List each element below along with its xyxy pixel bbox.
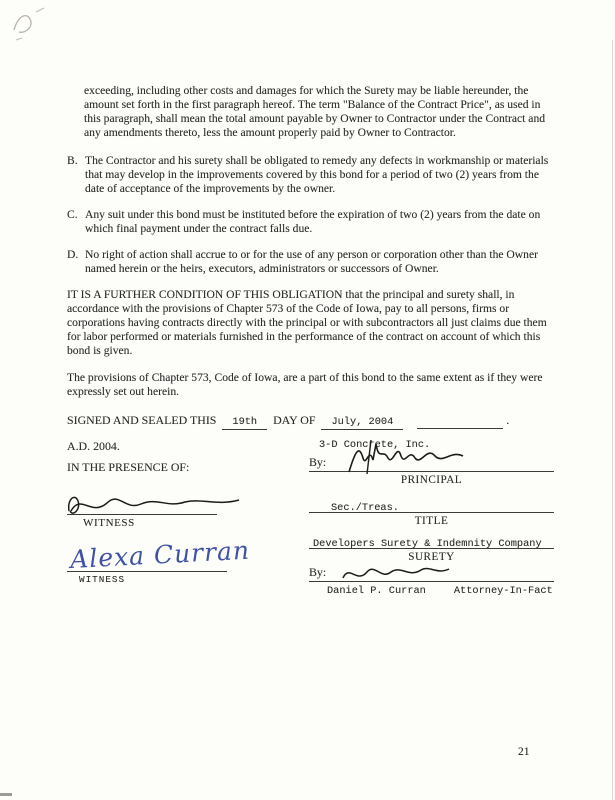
- paragraph-provisions: The provisions of Chapter 573, Code of Iowa, are a part of this bond to the same extent as if they were expressly set out herein.: [67, 371, 543, 398]
- witness-handwritten-signature: Alexa Curran: [69, 535, 251, 574]
- title-value: Sec./Treas.: [331, 502, 399, 514]
- title-label: TITLE: [414, 515, 449, 527]
- witness-signature-slot-2: [67, 535, 279, 585]
- scan-artifact-mark: [6, 4, 58, 48]
- witness-signature-line-2: [67, 535, 251, 574]
- witness-signature-line-1: [67, 487, 217, 515]
- surety-company-line: [309, 533, 554, 549]
- principal-by-line: [309, 452, 554, 472]
- attorney-signature-mark: [337, 560, 457, 586]
- day-value: 19th: [222, 416, 267, 430]
- witness-column: [67, 439, 279, 597]
- principal-label: PRINCIPAL: [400, 474, 463, 486]
- signed-sealed-row: [67, 413, 554, 429]
- witness-label-1: WITNESS: [83, 517, 135, 529]
- title-line: [309, 497, 554, 513]
- clause-b-label: B.: [67, 154, 78, 167]
- clause-c: [67, 208, 554, 236]
- day-of-label: DAY OF: [273, 413, 316, 427]
- attorney-by-line: [309, 565, 554, 582]
- page-number: 21: [518, 746, 530, 758]
- witness-signature-slot-1: [67, 487, 279, 529]
- scan-edge-mark: [0, 793, 12, 796]
- paragraph-further-condition: IT IS A FURTHER CONDITION OF THIS OBLIGATION that the principal and surety shall, in accordance with the provisions of Chapter 573 of the Code of Iowa, pay to all persons, firms or corporations having contracts directly with the principal or with subcontractors all just claims due them for labor performed or materials furnished in the performance of the contract on account of which this bond is given.: [67, 288, 547, 357]
- attorney-name-row: [309, 585, 554, 597]
- clause-b: [67, 154, 554, 196]
- date-value: July, 2004: [321, 416, 403, 430]
- paragraph-contract-price: exceeding, including other costs and damages for which the Surety may be liable hereunder, the amount set forth in the first paragraph hereof. The term "Balance of the Contract Price", as used in this paragraph, shall mean the total amount payable by Owner to Contractor under the Contract and any amendments thereto, less the amount properly paid by Owner to Contractor.: [84, 84, 546, 139]
- scan-edge-line: [612, 40, 613, 800]
- clause-d: [67, 248, 554, 276]
- witness-label-2: WITNESS: [79, 574, 126, 585]
- signature-block: [67, 439, 554, 597]
- attorney-name: Daniel P. Curran: [327, 585, 426, 597]
- ad-year: A.D. 2004.: [67, 439, 120, 453]
- surety-company-name: Developers Surety & Indemnity Company: [313, 538, 542, 550]
- by-label-attorney: By:: [309, 565, 327, 579]
- in-presence-of-label: IN THE PRESENCE OF:: [67, 460, 190, 474]
- document-content: [67, 84, 554, 597]
- by-label-principal: By:: [309, 455, 327, 469]
- blank-signature-line: [417, 417, 503, 429]
- principal-company-name: 3-D Concrete, Inc.: [319, 439, 431, 451]
- clause-d-label: D.: [67, 248, 79, 261]
- surety-label: SURETY: [408, 551, 455, 563]
- clause-b-text: The Contractor and his surety shall be obligated to remedy any defects in workmanship or materials that may develop in the improvements covered by this bond for a period of two (2) years from the date of acceptance of the improvements by the owner.: [85, 154, 549, 195]
- signed-sealed-prefix: SIGNED AND SEALED THIS: [67, 413, 217, 427]
- trailing-punctuation: .: [506, 413, 510, 427]
- clause-c-text: Any suit under this bond must be instituted before the expiration of two (2) years from the date on which final payment under the contract falls due.: [85, 208, 541, 235]
- principal-surety-column: [309, 439, 554, 597]
- witness-signature-mark: [65, 487, 255, 521]
- principal-signature-mark: [341, 434, 491, 478]
- clause-c-label: C.: [67, 208, 78, 221]
- attorney-title: Attorney-In-Fact: [453, 585, 553, 597]
- clause-d-text: No right of action shall accrue to or for the use of any person or corporation other than the Owner named herein or the heirs, executors, administrators or successors of Owner.: [85, 248, 538, 275]
